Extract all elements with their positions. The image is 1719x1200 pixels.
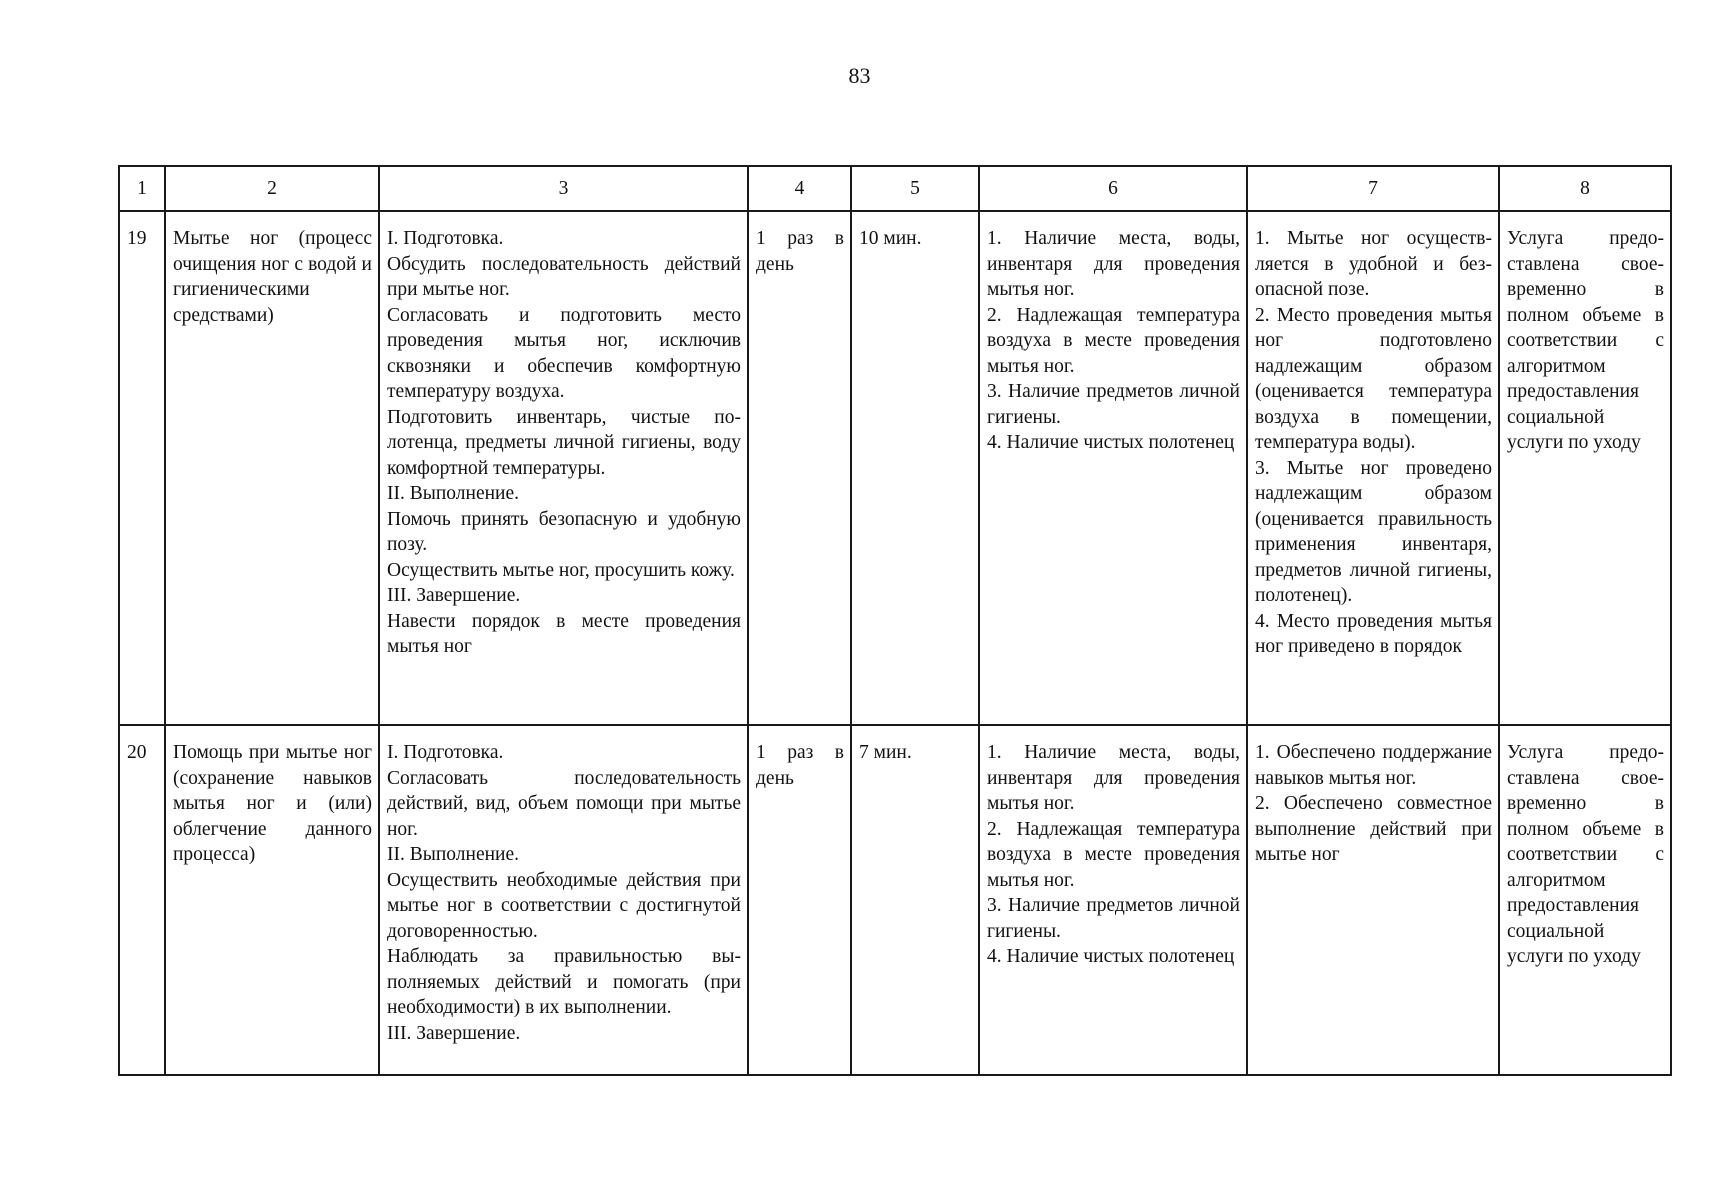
quality-cell [1247,725,1499,1075]
quality-line: 1. Обеспечено поддержание навыков мытья ног. [1255,742,1492,789]
quality-line: 1. Мытье ног осуществляется в удобной и безопасной позе. [1255,228,1492,300]
conditions-cell [979,211,1247,725]
column-number-header: 1 [119,166,165,211]
duration-cell: 7 мин. [851,725,979,1075]
conditions-cell [979,725,1247,1075]
step-line: Подготовить инвентарь, чистые полотенца, предметы личной гигиены, воду комфортной температуры. [387,406,741,479]
table-row [119,725,1671,1075]
condition-line: 2. Надлежащая температура воздуха в месте проведения мытья ног. [987,304,1240,377]
condition-line: 3. Наличие предметов личной гигиены. [987,381,1240,428]
service-steps-cell [379,211,748,725]
step-line: III. Завершение. [387,1022,521,1044]
service-name-cell: Помощь при мытье ног (сохранение навыков мытья ног и (или) облегчение данного процесса) [165,725,379,1075]
step-line: Осуществить мытье ног, просушить кожу. [387,559,735,581]
column-number-header: 2 [165,166,379,211]
column-number-header: 5 [851,166,979,211]
service-steps-cell [379,725,748,1075]
step-line: III. Завершение. [387,585,521,606]
condition-line: 3. Наличие предметов личной гигиены. [987,895,1240,942]
step-line: Навести порядок в месте проведения мытья ног [387,610,741,657]
column-number-header: 6 [979,166,1247,211]
service-name-cell: Мытье ног (процесс очищения ног с водой и гигиеническими средствами) [165,211,379,725]
step-line: Согласовать и подготовить место проведения мытья ног, исключив сквозняки и обеспечив комфортную температуру воздуха. [387,304,741,402]
quality-line: 2. Место проведения мытья ног подготовлено надлежащим образом (оценивается температура воздуха в помещении, температура воды). [1255,304,1492,453]
step-line: II. Выполнение. [387,483,519,504]
evaluation-cell: Услуга предоставлена своевременно в полном объеме в соответствии с алгоритмом предоставления социальной услуги по уходу [1499,725,1671,1075]
step-line: Согласовать последовательность действий, вид, объем помощи при мытье ног. [387,767,741,840]
step-line: II. Выполнение. [387,844,519,865]
quality-cell [1247,211,1499,725]
condition-line: 2. Надлежащая температура воздуха в месте проведения мытья ног. [987,818,1240,891]
condition-line: 4. Наличие чистых полотенец [987,946,1235,967]
quality-line: 4. Место проведения мытья ног приведено в порядок [1255,610,1492,657]
step-line: Помочь принять безопасную и удобную позу. [387,508,741,555]
column-number-header: 8 [1499,166,1671,211]
quality-line: 3. Мытье ног проведено надлежащим образом (оценивается правильность применения инвентаря, предметов личной гигиены, полотенец). [1255,457,1492,606]
condition-line: 1. Наличие места, воды, инвентаря для проведения мытья ног. [987,228,1240,300]
step-line: I. Подготовка. [387,228,504,249]
row-number: 19 [119,211,165,725]
frequency-cell: 1 раз в день [748,725,851,1075]
quality-line: 2. Обеспечено совместное выполнение действий при мытье ног [1255,793,1492,865]
step-line: Наблюдать за правильностью выполняемых действий и помогать (при необходимости) в их выполнении. [387,946,741,1018]
step-line: Осуществить необходимые действия при мытье ног в соответствии с достигнутой договоренностью. [387,869,741,942]
condition-line: 4. Наличие чистых полотенец [987,432,1235,453]
condition-line: 1. Наличие места, воды, инвентаря для проведения мытья ног. [987,742,1240,814]
page-number: 83 [848,63,871,88]
column-number-row [119,166,1671,211]
table-row [119,211,1671,725]
column-number-header: 7 [1247,166,1499,211]
services-table [118,165,1672,1076]
evaluation-cell: Услуга предоставлена своевременно в полном объеме в соответствии с алгоритмом предоставления социальной услуги по уходу [1499,211,1671,725]
column-number-header: 3 [379,166,748,211]
step-line: Обсудить последовательность действий при мытье ног. [387,253,741,300]
row-number: 20 [119,725,165,1075]
frequency-cell: 1 раз в день [748,211,851,725]
step-line: I. Подготовка. [387,742,504,763]
column-number-header: 4 [748,166,851,211]
duration-cell: 10 мин. [851,211,979,725]
